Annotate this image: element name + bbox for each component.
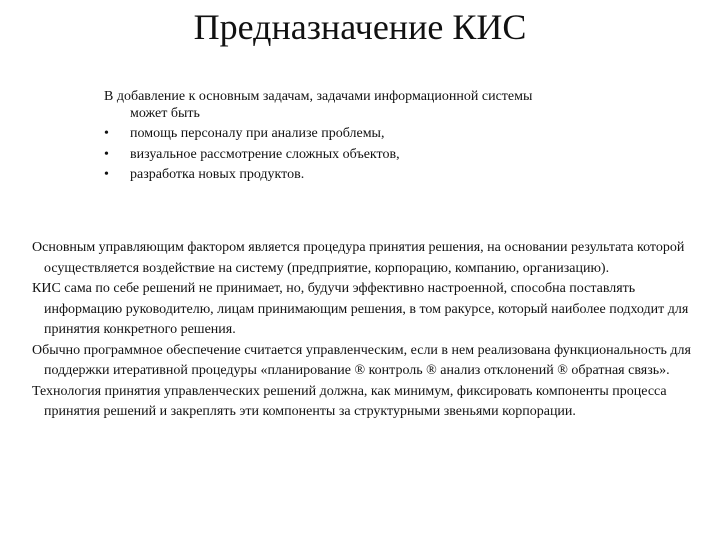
bullet-icon: • (104, 146, 109, 162)
paragraph: КИС сама по себе решений не принимает, но, будучи эффективно настроенной, способна поставлять информацию руководителю, лицам принимающим решения, в том ракурсе, который наиболее подходит для принятия конкретного решения. (32, 281, 689, 337)
bullet-item (104, 145, 604, 166)
paragraph: Технология принятия управленческих решений должна, как минимум, фиксировать компоненты процесса принятия решений и закреплять эти компоненты за структурными звеньями корпорации. (32, 383, 667, 419)
paragraph: Основным управляющим фактором является процедура принятия решения, на основании результата которой осуществляется воздействие на систему (предприятие, корпорацию, компанию, организацию). (32, 240, 685, 276)
intro-block (104, 89, 604, 186)
bullet-list (104, 124, 604, 186)
bullet-icon: • (104, 126, 109, 141)
intro-line-2: может быть (130, 105, 200, 121)
bullet-item (104, 165, 604, 186)
bullet-text: визуальное рассмотрение сложных объектов, (130, 146, 400, 162)
bullet-icon: • (104, 167, 109, 182)
body-text (32, 238, 700, 423)
intro-line-1: В добавление к основным задачам, задачами информационной системы (104, 89, 533, 104)
intro-text (104, 89, 604, 122)
bullet-text: разработка новых продуктов. (130, 167, 305, 182)
bullet-text: помощь персоналу при анализе проблемы, (130, 126, 385, 141)
slide-title: Предназначение КИС (193, 7, 527, 47)
bullet-item (104, 124, 604, 145)
paragraph: Обычно программное обеспечение считается управленческим, если в нем реализована функциональность для поддержки итеративной процедуры «планирование ® контроль ® анализ отклонений ® обратная связь». (32, 342, 691, 378)
